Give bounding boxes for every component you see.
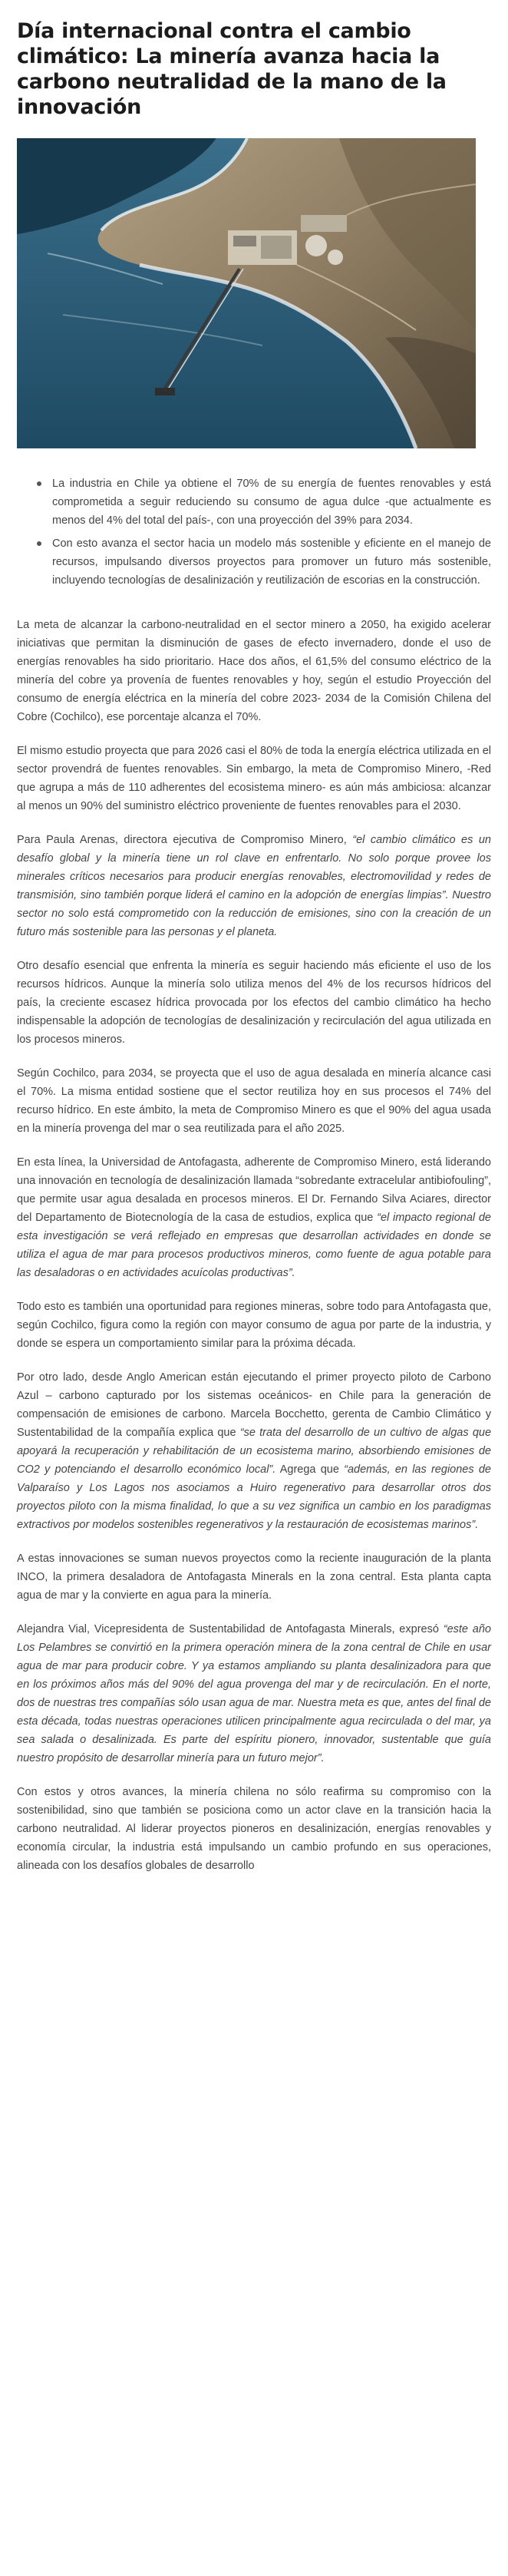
paragraph-8 [17, 1368, 491, 1534]
paragraph-6 [17, 1153, 491, 1282]
highlights-list [17, 475, 491, 590]
paragraph-7: Todo esto es también una oportunidad para regiones mineras, sobre todo para Antofagasta que, según Cochilco, figura como la región con mayor consumo de agua por parte de la industria, y donde se espera un comportamiento similar para la próxima década. [17, 1301, 491, 1350]
paragraph-8-connector: Agrega que [275, 1463, 345, 1476]
paragraph-5: Según Cochilco, para 2034, se proyecta que el uso de agua desalada en minería alcance casi el 70%. La misma entidad sostiene que el sector reutiliza hoy en sus procesos el 74% del recurso hídrico. En este ámbito, la meta de Compromiso Minero es que el 90% del agua usada en la minería provenga del mar o sea reutilizada para el año 2025. [17, 1067, 491, 1135]
paragraph-11: Con estos y otros avances, la minería chilena no sólo reafirma su compromiso con la sostenibilidad, sino que también se posiciona como un actor clave en la transición hacia la carbono neutralidad. Al liderar proyectos pioneros en desalinización, energías renovables y economía circular, la industria está impulsando un cambio profundo en sus operaciones, alineada con los desafíos globales de desarrollo [17, 1786, 491, 1872]
highlight-item: La industria en Chile ya obtiene el 70% de su energía de fuentes renovables y está comprometida a seguir reduciendo su consumo de agua dulce -que actualmente es menos del 4% del total del país-, con una proyección del 39% para 2034. [52, 475, 491, 530]
paragraph-8-quote-2: “además, en las regiones de Valparaíso y Los Lagos nos asociamos a Huiro regenerativo para desarrollar otros dos proyectos piloto con la misma finalidad, lo que a su vez significa un cambio en los paradigmas extractivos por modelos sostenibles regenerativos y la restauración de ecosistemas marinos”. [17, 1463, 491, 1531]
paragraph-10-quote: “este año Los Pelambres se convirtió en la primera operación minera de la zona central de Chile en usar agua de mar para producir cobre. Y ya estamos ampliando su planta desalinizadora para que en los próximos años más del 90% del agua provenga del mar y de recirculación. En el norte, dos de nuestras tres compañías sólo usan agua de mar. Nuestra meta es que, antes del final de esta década, todas nuestras operaciones utilicen principalmente agua recirculada o del mar, ya sea salada o desalinizada. Es parte del espíritu pionero, innovador, sustentable que guía nuestro propósito de desarrollar minería para un futuro mejor”. [17, 1623, 491, 1764]
paragraph-10 [17, 1620, 491, 1767]
article-title: Día internacional contra el cambio climático: La minería avanza hacia la carbono neutralidad de la mano de la innovación [17, 19, 447, 119]
paragraph-3 [17, 831, 491, 941]
coastal-mine-aerial-image [17, 138, 476, 448]
paragraph-3-intro: Para Paula Arenas, directora ejecutiva de Compromiso Minero, [17, 834, 353, 846]
paragraph-10-intro: Alejandra Vial, Vicepresidenta de Sustentabilidad de Antofagasta Minerals, expresó [17, 1623, 444, 1635]
article-photo [17, 138, 476, 448]
paragraph-6-intro: En esta línea, la Universidad de Antofagasta, adherente de Compromiso Minero, está liderando una innovación en tecnología de desalinización llamada “sobredante extracelular antibiofouling”, que permite usar agua desalada en procesos mineros. El Dr. Fernando Silva Aciares, director del Departamento de Biotecnología de la casa de estudios, explica que [17, 1156, 491, 1224]
paragraph-1: La meta de alcanzar la carbono-neutralidad en el sector minero a 2050, ha exigido acelerar iniciativas que permitan la disminución de gases de efecto invernadero, donde el uso de energías renovables ha sido prioritario. Hace dos años, el 61,5% del consumo eléctrico de la minería del cobre ya provenía de fuentes renovables y hoy, según el estudio Proyección del consumo de energía eléctrica en la minería del cobre 2023- 2034 de la Comisión Chilena del Cobre (Cochilco), ese porcentaje alcanza el 70%. [17, 619, 491, 723]
paragraph-3-quote: “el cambio climático es un desafío global y la minería tiene un rol clave en enfrentarlo. No solo porque provee los minerales críticos necesarios para producir energías renovables, electromovilidad y redes de transmisión, sino también porque liderá el camino en la adopción de energías limpias”. Nuestro sector no solo está comprometido con la reducción de emisiones, sino con la creación de un futuro más sostenible para las personas y el planeta. [17, 834, 491, 938]
paragraph-2: El mismo estudio proyecta que para 2026 casi el 80% de toda la energía eléctrica utilizada en el sector provendrá de fuentes renovables. Sin embargo, la meta de Compromiso Minero, -Red que agrupa a más de 110 adherentes del ecosistema minero- es aún más ambiciosa: alcanzar al menos un 90% del suministro eléctrico proveniente de fuentes renovables para el 2030. [17, 745, 491, 812]
paragraph-4: Otro desafío esencial que enfrenta la minería es seguir haciendo más eficiente el uso de los recursos hídricos. Aunque la minería solo utiliza menos del 4% de los recursos hídricos del país, la creciente escasez hídrica provocada por los efectos del cambio climático ha hecho indispensable la adopción de tecnologías de desalinización y recirculación del agua utilizada en los procesos mineros. [17, 960, 491, 1046]
paragraph-8-intro: Por otro lado, desde Anglo American están ejecutando el primer proyecto piloto de Carbono Azul – carbono capturado por los sistemas oceánicos- en Chile para la generación de compensación de emisiones de carbono. Marcela Bocchetto, gerenta de Cambio Climático y Sustentabilidad de la compañía explica que [17, 1371, 491, 1439]
paragraph-6-quote: “el impacto regional de esta investigación se verá reflejado en empresas que desarrollan actividades en donde se utiliza el agua de mar para procesos productivos mineros, como fuente de agua potable para las desaladoras o en actividades acuícolas productivas”. [17, 1212, 491, 1279]
highlight-item: Con esto avanza el sector hacia un modelo más sostenible y eficiente en el manejo de recursos, impulsando diversos proyectos para promover un futuro más sostenible, incluyendo tecnologías de desalinización y reutilización de escorias en la construcción. [52, 534, 491, 590]
paragraph-9: A estas innovaciones se suman nuevos proyectos como la reciente inauguración de la planta INCO, la primera desaladora de Antofagasta Minerals en la zona central. Esta planta capta agua de mar y la convierte en agua para la minería. [17, 1553, 491, 1602]
paragraph-8-quote-1: “se trata del desarrollo de un cultivo de algas que apoyará la recuperación y rehabilitación de un ecosistema marino, absorbiendo emisiones de CO2 y potenciando el desarrollo económico local”. [17, 1427, 492, 1476]
